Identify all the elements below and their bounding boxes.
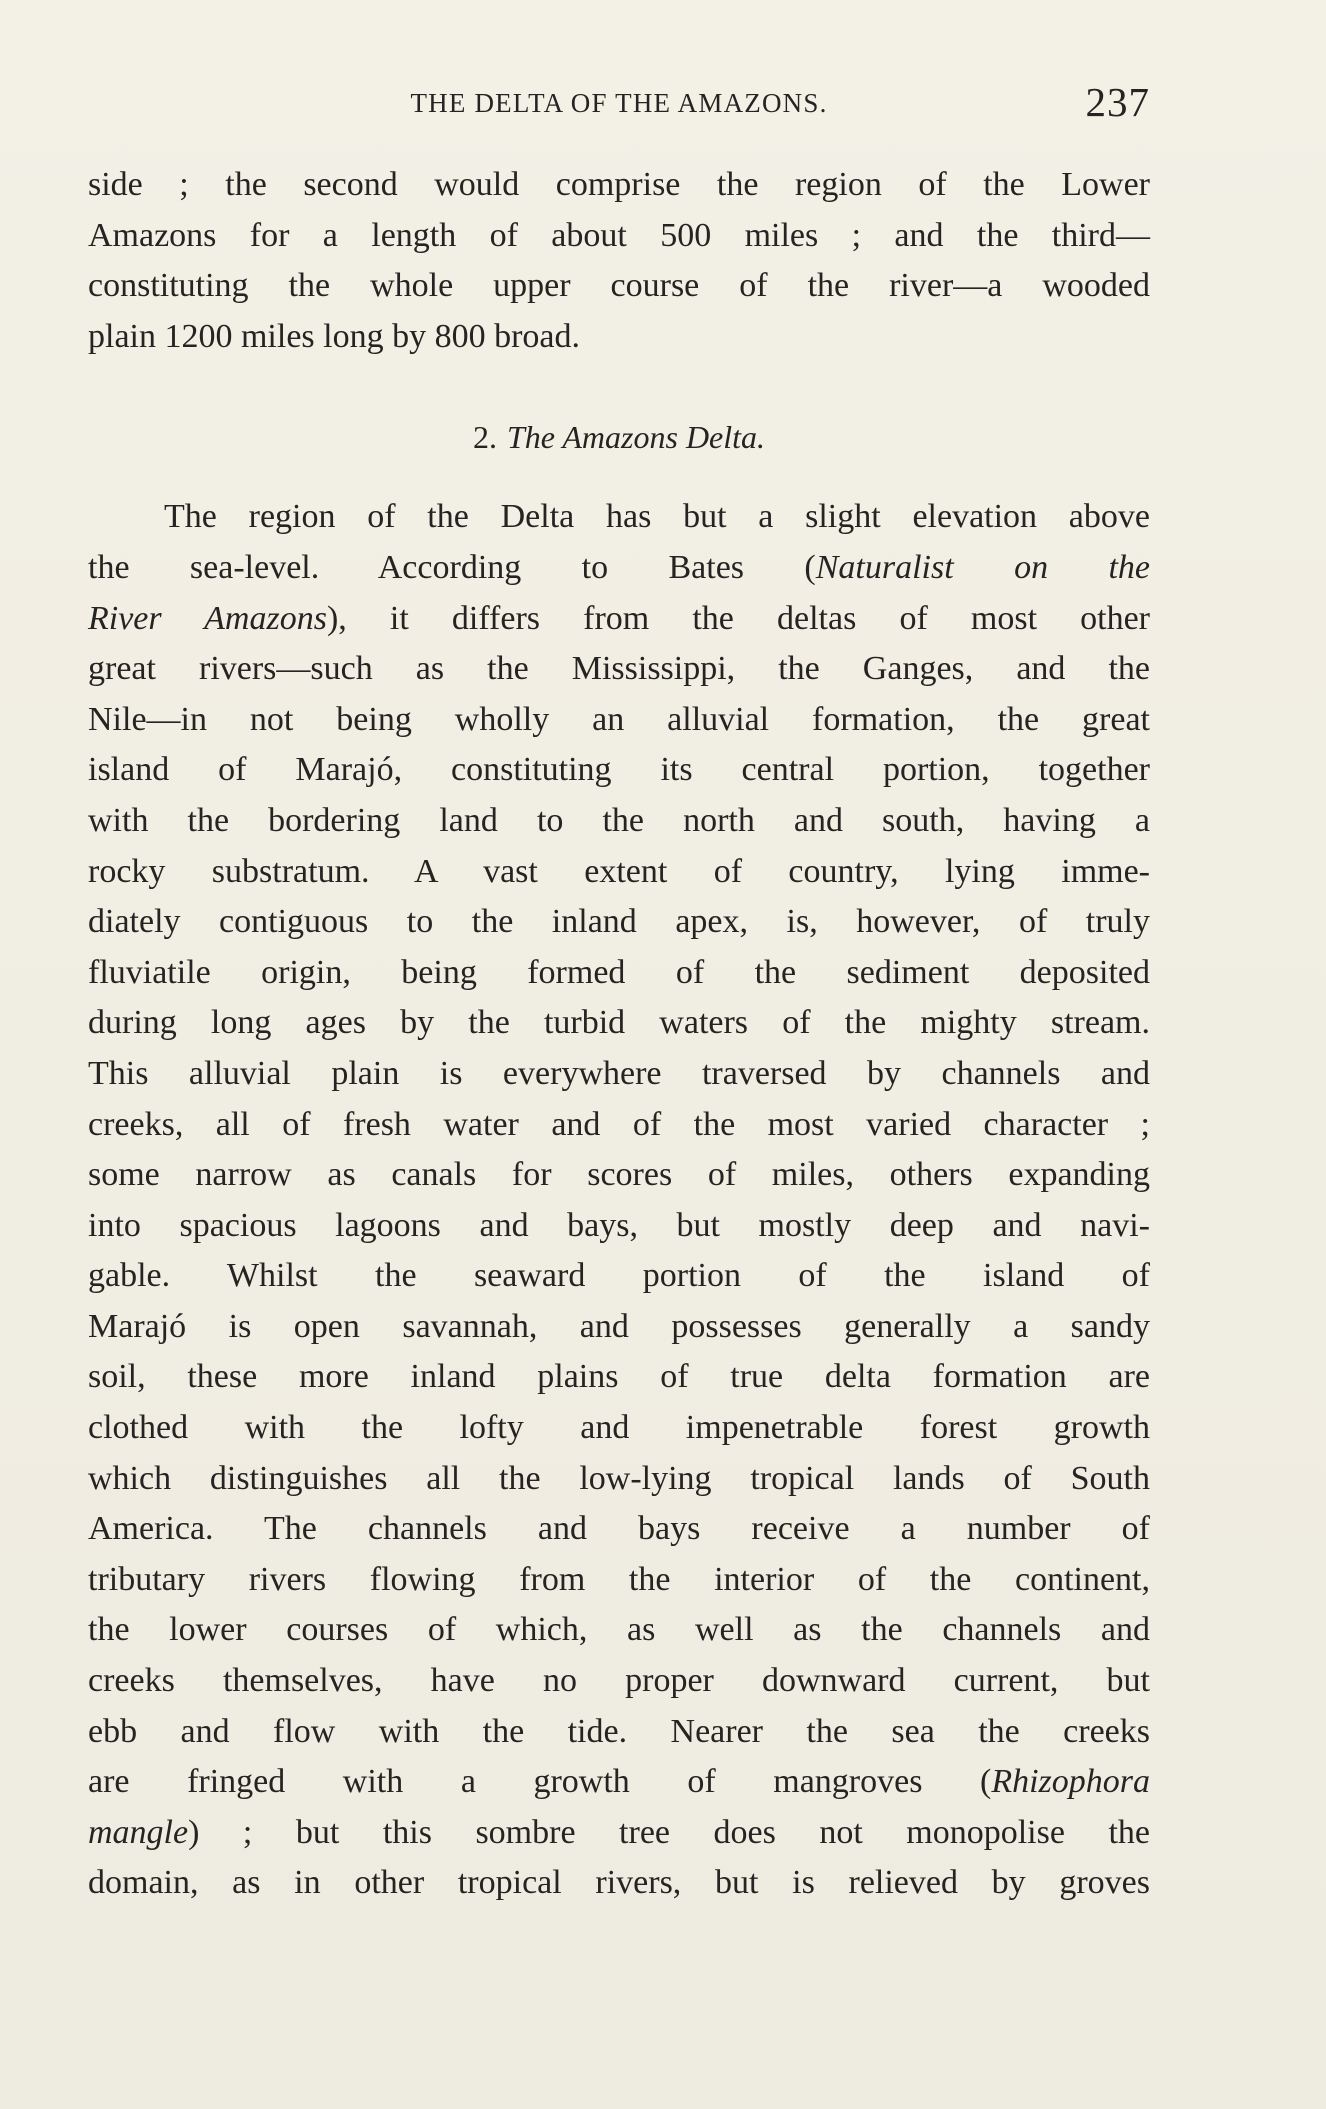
text-span: are fringed with a growth of mangroves ( <box>88 1763 992 1801</box>
text-line: Marajó is open savannah, and possesses generally a sandy <box>88 1307 1150 1345</box>
text-line: plain 1200 miles long by 800 broad. <box>88 317 581 355</box>
text-line: constituting the whole upper course of the river—a wooded <box>88 267 1150 305</box>
text-line: America. The channels and bays receive a number of <box>88 1510 1150 1548</box>
text-line: island of Marajó, constituting its central portion, together <box>88 751 1150 789</box>
text-line: creeks, all of fresh water and of the most varied character ; <box>88 1105 1150 1143</box>
italic-species-name: Rhizophora <box>991 1763 1150 1801</box>
text-line <box>88 1808 1150 1859</box>
text-line: diately contiguous to the inland apex, is, however, of truly <box>88 903 1150 941</box>
italic-species-name: mangle <box>88 1813 189 1851</box>
text-line: which distinguishes all the low-lying tropical lands of South <box>88 1459 1150 1497</box>
page-number: 237 <box>1085 79 1150 125</box>
running-title: THE DELTA OF THE AMAZONS. <box>410 88 828 118</box>
text-line: side ; the second would comprise the region of the Lower <box>88 166 1150 203</box>
text-line: some narrow as canals for scores of miles, others expanding <box>88 1156 1150 1194</box>
body-text <box>88 160 1150 1909</box>
section-title: The Amazons Delta. <box>506 419 766 456</box>
text-line: Nile—in not being wholly an alluvial formation, the great <box>88 700 1150 738</box>
text-line <box>88 594 1150 645</box>
text-line: tributary rivers flowing from the interior of the continent, <box>88 1560 1150 1598</box>
text-line: the lower courses of which, as well as the channels and <box>88 1611 1150 1649</box>
italic-citation: River Amazons <box>88 599 327 637</box>
text-line: during long ages by the turbid waters of the mighty stream. <box>88 1004 1150 1042</box>
text-line: into spacious lagoons and bays, but mostly deep and navi- <box>88 1206 1150 1244</box>
text-line: The region of the Delta has but a slight elevation above <box>164 498 1150 536</box>
text-line: soil, these more inland plains of true delta formation are <box>88 1358 1150 1396</box>
text-line: ebb and flow with the tide. Nearer the sea the creeks <box>88 1712 1150 1750</box>
text-line <box>88 543 1150 594</box>
text-span: ) ; but this sombre tree does not monopolise the <box>188 1813 1150 1851</box>
text-span: the sea-level. According to Bates ( <box>88 548 816 586</box>
section-heading <box>88 382 1150 492</box>
text-span: ), it differs from the deltas of most other <box>326 599 1150 637</box>
text-line: fluviatile origin, being formed of the sediment deposited <box>88 953 1150 991</box>
section-number: 2. <box>472 419 497 456</box>
text-line: gable. Whilst the seaward portion of the island of <box>88 1257 1150 1295</box>
text-line: creeks themselves, have no proper downward current, but <box>88 1662 1150 1700</box>
text-line: with the bordering land to the north and south, having a <box>88 801 1150 839</box>
text-line: clothed with the lofty and impenetrable forest growth <box>88 1409 1150 1447</box>
text-line: great rivers—such as the Mississippi, the Ganges, and the <box>88 650 1150 688</box>
running-head <box>88 78 1150 128</box>
italic-citation: Naturalist on the <box>815 548 1150 586</box>
text-line <box>88 1757 1150 1808</box>
text-line: domain, as in other tropical rivers, but is relieved by groves <box>88 1864 1150 1902</box>
text-line: This alluvial plain is everywhere traversed by channels and <box>88 1054 1150 1092</box>
text-line: rocky substratum. A vast extent of country, lying imme- <box>88 852 1150 890</box>
text-line: Amazons for a length of about 500 miles ; and the third— <box>88 216 1150 254</box>
